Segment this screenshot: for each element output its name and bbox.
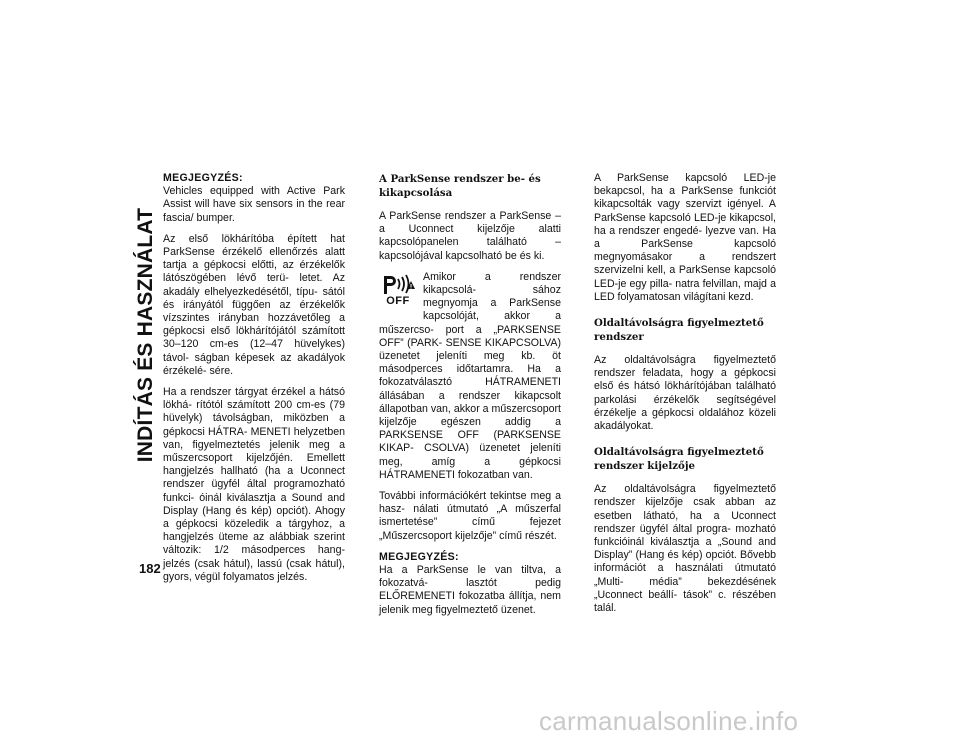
column-3 xyxy=(594,172,776,623)
section-heading: Oldaltávolságra figyelmeztető rendszer kijelzője xyxy=(594,446,764,473)
icon-off-label: OFF xyxy=(386,294,410,307)
icon-paragraph xyxy=(379,271,561,490)
note-heading: MEGJEGYZÉS: xyxy=(163,172,243,184)
paragraph: Az oldaltávolságra figyelmeztető rendszer feladata, hogy a gépkocsi első és hátsó lökhárítójában található parkolási érzékelők segítségével érzékelje a gépkocsi oldalához közeli akadályokat. xyxy=(594,354,776,433)
section-side-title-text: INDÍTÁS ÉS HASZNÁLAT xyxy=(134,207,157,463)
parksense-off-icon xyxy=(379,274,417,310)
section-heading: Oldaltávolságra figyelmeztető rendszer xyxy=(594,317,764,344)
paragraph: Ha a rendszer tárgyat érzékel a hátsó lökhá- rítótól számított 200 cm-es (79 hüvelyk) távolságban, miközben a gépkocsi HÁTRA- MENETI helyzetben van, figyelmeztetés jelenik meg a műszercsoport kijelzőjén. Emellett hangjelzés hallható (ha a Uconnect rendszer ügyfél által programozható funkci- óinál kiválasztja a Sound and Display (Hang és kép) opciót). Ahogy a gépkocsi közeledik a tárgyhoz, a hangjelzés üteme az alábbiak szerint változik: 1/2 másodperces hang- jelzés (csak hátul), lassú (csak hátul), gyors, végül folyamatos jelzés. xyxy=(163,386,345,583)
paragraph: Amikor a rendszer kikapcsolá- sához megnyomja a ParkSense kapcsolóját, akkor a műszercso- port a „PARKSENSE OFF” (PARK- SENSE KIKAPCSOLVA) üzenetet jeleníti meg kb. öt másodperces időtartamra. Ha a fokozatválasztó HÁTRAMENETI állásában a rendszer kikapcsolt állapotban van, akkor a műszercsoport kijelzője egészen addig a PARKSENSE OFF (PARKSENSE KIKAP- CSOLVA) üzenetet jeleníti meg, amíg a gépkocsi HÁTRAMENETI fokozatban van. xyxy=(379,270,561,481)
paragraph: Ha a ParkSense le van tiltva, a fokozatvá- lasztót pedig ELŐREMENETI fokozatba állítja, nem jelenik meg figyelmeztető üzenet. xyxy=(379,564,561,616)
paragraph: Vehicles equipped with Active Park Assist will have six sensors in the rear fascia/ bumper. xyxy=(163,185,345,224)
paragraph: A ParkSense kapcsoló LED-je bekapcsol, ha a ParkSense funkciót kikapcsolták vagy szervizt igényel. A ParkSense kapcsoló LED-je kikapcsol, ha a rendszer engedé- lyezve van. Ha a ParkSense kapcsoló megnyomásakor a rendszert szervizelni kell, a ParkSense kapcsoló LED-je egy pilla- natra felvillan, majd a LED folyamatosan világítani kezd. xyxy=(594,172,776,303)
note-heading: MEGJEGYZÉS: xyxy=(379,550,459,563)
paragraph: További információkért tekintse meg a hasz- nálati útmutató „A műszerfal ismertetése” című fejezet „Műszercsoport kijelzője” című részét. xyxy=(379,490,561,542)
column-1 xyxy=(163,172,345,592)
watermark: carmanualsonline.info xyxy=(539,706,799,736)
parksense-symbol-graphic xyxy=(380,274,416,296)
column-2 xyxy=(379,172,561,625)
section-heading: A ParkSense rendszer be- és kikapcsolása xyxy=(379,173,541,199)
paragraph: A ParkSense rendszer a ParkSense – a Uconnect kijelzője alatti kapcsolópanelen található – kapcsolójával kapcsolható be és ki. xyxy=(379,210,561,262)
page-number: 182 xyxy=(139,561,161,576)
section-side-title xyxy=(131,170,161,500)
paragraph: Az első lökhárítóba épített hat ParkSense érzékelő ellenőrzés alatt tartja a gépkocsi előtti, az érzékelők látószögében lévő terü- letet. Az akadály elhelyezkedésétől, típu- sától és irányától függően az érzékelők vízszintes irányban hozzávetőleg a gépkocsi első lökhárítójától számított 30–120 cm-es (12–47 hüvelykes) távol- ságban képesek az akadályok érzékelé- sére. xyxy=(163,232,345,377)
paragraph: Az oldaltávolságra figyelmeztető rendszer kijelzője csak abban az esetben látható, ha a Uconnect rendszer ügyfél által progra- mozható funkcióinál kiválasztja a „Sound and Display” (Hang és kép) opciót. Bővebb információt a használati útmutató „Multi- média” bekezdésének „Uconnect beállí- tások” c. részében talál. xyxy=(594,483,776,615)
